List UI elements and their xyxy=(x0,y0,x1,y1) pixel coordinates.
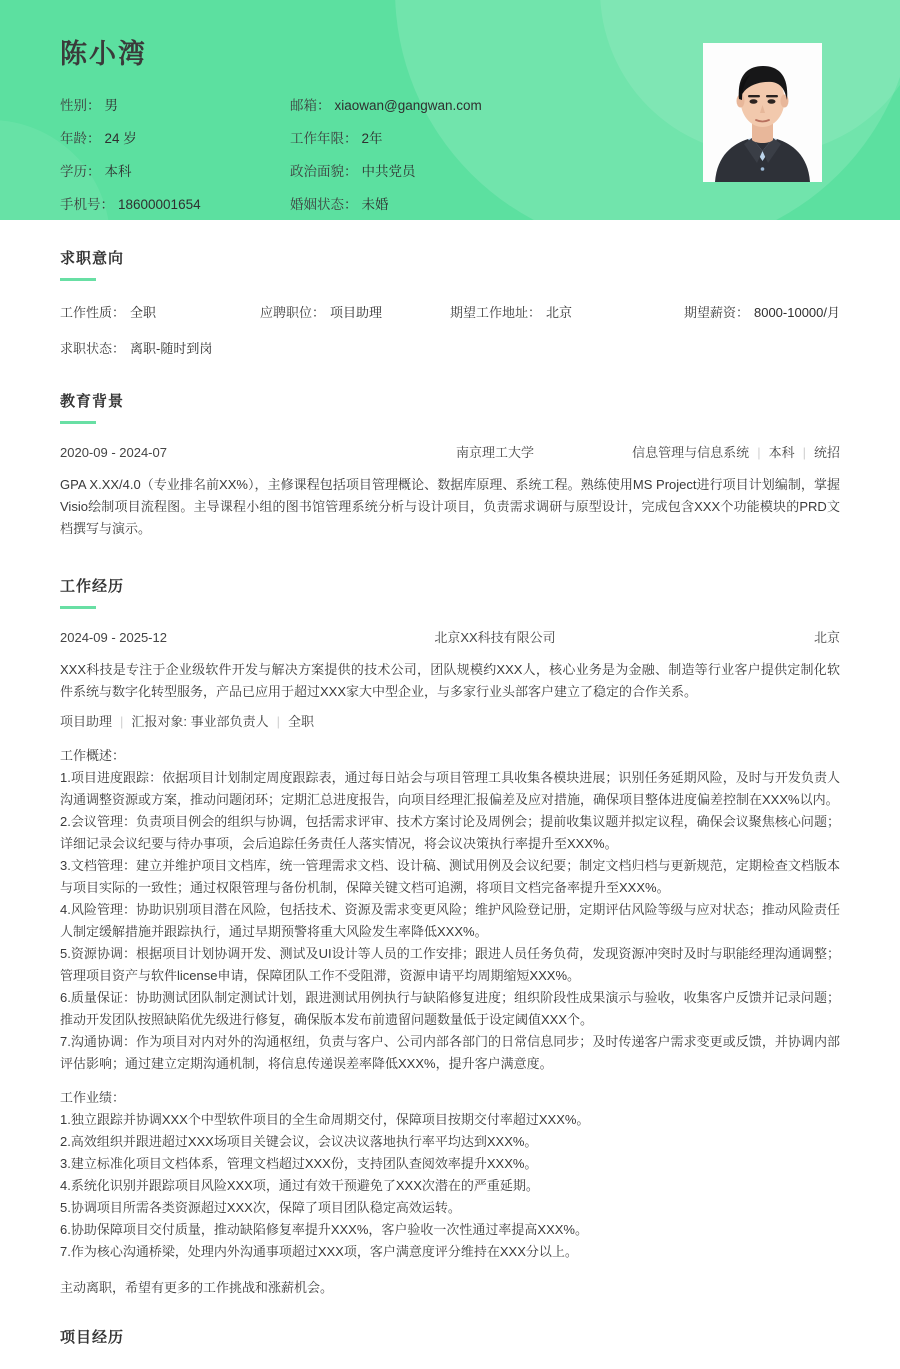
candidate-name: 陈小湾 xyxy=(60,39,147,69)
info-age-label: 年龄： xyxy=(60,131,101,147)
work-closing-note: 主动离职，希望有更多的工作挑战和涨薪机会。 xyxy=(60,1280,334,1295)
job-position-label: 应聘职位： xyxy=(260,305,326,320)
job-nature-label: 工作性质： xyxy=(60,305,126,320)
info-marital-status-label: 婚姻状态： xyxy=(290,197,358,213)
work-position-row xyxy=(60,711,840,733)
education-description: GPA X.XX/4.0（专业排名前XX%），主修课程包括项目管理概论、数据库原理、系统工程。熟练使用MS Project进行项目计划编制，掌握Visio绘制项目流程图。主导课程小组的图书馆管理系统分析与设计项目，负责需求调研与原型设计，完成包含XXX个功能模块的PRD文档撰写与演示。 xyxy=(60,477,840,536)
section-accent-rule xyxy=(60,606,96,609)
info-age xyxy=(60,125,290,153)
education-type: 统招 xyxy=(813,445,840,460)
info-work-years-value: 2年 xyxy=(361,131,383,147)
spacer xyxy=(60,1075,840,1087)
job-status xyxy=(60,335,840,363)
education-meta-row xyxy=(60,442,840,464)
job-position-value: 项目助理 xyxy=(330,305,383,320)
work-meta-row xyxy=(60,627,840,649)
work-position: 项目助理 xyxy=(60,714,113,729)
separator-icon: | xyxy=(276,714,281,729)
work-achievement-item: 2.高效组织并跟进超过XXX场项目关键会议，会议决议落地执行率平均达到XXX%。 xyxy=(60,1134,538,1149)
job-location xyxy=(450,299,680,327)
info-phone-label: 手机号： xyxy=(60,197,114,213)
job-salary-value: 8000-10000/月 xyxy=(753,305,840,320)
info-education-label: 学历： xyxy=(60,164,101,180)
info-political-status-label: 政治面貌： xyxy=(290,164,358,180)
job-salary-label: 期望薪资： xyxy=(683,305,749,320)
info-gender-label: 性别： xyxy=(60,98,101,114)
info-email-label: 邮箱： xyxy=(290,98,331,114)
education-date: 2020-09 - 2024-07 xyxy=(60,445,167,460)
work-achievement-item: 1.独立跟踪并协调XXX个中型软件项目的全生命周期交付，保障项目按期交付率超过XXX%。 xyxy=(60,1112,590,1127)
info-work-years xyxy=(290,125,680,153)
info-email-value: xiaowan@gangwan.com xyxy=(334,98,482,114)
info-political-status xyxy=(290,158,680,186)
work-achievement-label: 工作业绩： xyxy=(60,1090,126,1105)
work-overview-label: 工作概述： xyxy=(60,748,126,763)
section-title-work-experience: 工作经历 xyxy=(60,578,125,595)
job-location-label: 期望工作地址： xyxy=(450,305,542,320)
job-position xyxy=(260,299,450,327)
avatar xyxy=(703,43,822,182)
info-political-status-value: 中共党员 xyxy=(361,164,416,180)
section-title-project-experience: 项目经历 xyxy=(60,1329,125,1346)
work-achievement-item: 7.作为核心沟通桥梁，处理内外沟通事项超过XXX项，客户满意度评分维持在XXX分以上。 xyxy=(60,1244,578,1259)
separator-icon: | xyxy=(120,714,124,729)
work-overview-item: 6.质量保证：协助测试团队制定测试计划，跟进测试用例执行与缺陷修复进度；组织阶段性成果演示与验收，收集客户反馈并记录问题；推动开发团队按照缺陷优先级进行修复，确保版本发布前遗留问题数量低于设定阈值XXX个。 xyxy=(60,990,840,1027)
work-achievement-item: 3.建立标准化项目文档体系，管理文档超过XXX份，支持团队查阅效率提升XXX%。 xyxy=(60,1156,538,1171)
work-overview-item: 3.文档管理：建立并维护项目文档库，统一管理需求文档、设计稿、测试用例及会议纪要；制定文档归档与更新规范，定期检查文档版本与项目实际的一致性；通过权限管理与备份机制，保障关键文档可追溯，将项目文档完备率提升至XXX%。 xyxy=(60,858,840,895)
work-date: 2024-09 - 2025-12 xyxy=(60,630,167,645)
section-title-education: 教育背景 xyxy=(60,393,125,410)
info-work-years-label: 工作年限： xyxy=(290,131,358,147)
job-nature-value: 全职 xyxy=(130,305,157,320)
work-employment-type: 全职 xyxy=(288,714,315,729)
work-report-to: 汇报对象: 事业部负责人 xyxy=(131,714,269,729)
job-status-label: 求职状态： xyxy=(60,341,126,356)
work-achievement-item: 6.协助保障项目交付质量，推动缺陷修复率提升XXX%，客户验收一次性通过率提高XXX%。 xyxy=(60,1222,588,1237)
job-location-value: 北京 xyxy=(546,305,573,320)
education-major: 信息管理与信息系统 xyxy=(632,445,750,460)
info-phone xyxy=(60,191,290,219)
job-intention-row xyxy=(60,299,840,327)
work-company: 北京XX科技有限公司 xyxy=(434,630,556,645)
info-education xyxy=(60,158,290,186)
info-gender xyxy=(60,92,290,120)
education-detail xyxy=(600,442,840,464)
separator-icon: | xyxy=(802,445,806,460)
job-nature xyxy=(60,299,260,327)
info-phone-value: 18600001654 xyxy=(118,197,201,213)
work-achievement-item: 5.协调项目所需各类资源超过XXX次，保障了项目团队稳定高效运转。 xyxy=(60,1200,461,1215)
education-degree: 本科 xyxy=(768,445,795,460)
section-accent-rule xyxy=(60,278,96,281)
info-education-value: 本科 xyxy=(104,164,132,180)
info-age-value: 24 岁 xyxy=(104,131,137,147)
work-city: 北京 xyxy=(813,630,840,645)
work-overview-item: 5.资源协调：根据项目计划协调开发、测试及UI设计等人员的工作安排；跟进人员任务负荷，发现资源冲突时及时与职能经理沟通调整；管理项目资产与软件license申请，保障团队工作不受阻滞，资源申请平均周期缩短XXX%。 xyxy=(60,946,840,983)
spacer xyxy=(60,1349,840,1359)
info-email xyxy=(290,92,680,120)
section-work-experience xyxy=(60,548,840,1299)
resume-body xyxy=(0,220,900,1369)
separator-icon: | xyxy=(757,445,761,460)
section-job-intention xyxy=(60,220,840,363)
work-overview-item: 4.风险管理：协助识别项目潜在风险，包括技术、资源及需求变更风险；维护风险登记册，定期评估风险等级与应对状态；推动风险责任人制定缓解措施并跟踪执行，通过早期预警将重大风险发生率降低XXX%。 xyxy=(60,902,840,939)
avatar-portrait-icon xyxy=(703,43,822,182)
section-education xyxy=(60,363,840,540)
section-project-experience xyxy=(60,1299,840,1349)
section-title-job-intention: 求职意向 xyxy=(60,250,125,267)
work-overview-item: 2.会议管理：负责项目例会的组织与协调，包括需求评审、技术方案讨论及周例会；提前收集议题并拟定议程，确保会议聚焦核心问题；详细记录会议纪要与待办事项，会后追踪任务责任人落实情况，将会议决策执行率提升至XXX%。 xyxy=(60,814,840,851)
work-company-intro: XXX科技是专注于企业级软件开发与解决方案提供的技术公司，团队规模约XXX人，核心业务是为金融、制造等行业客户提供定制化软件系统与数字化转型服务，产品已应用于超过XXX家大中型企业，与多家行业头部客户建立了稳定的合作关系。 xyxy=(60,662,840,699)
work-overview-item: 1.项目进度跟踪：依据项目计划制定周度跟踪表，通过每日站会与项目管理工具收集各模块进展；识别任务延期风险，及时与开发负责人沟通调整资源或方案，推动问题闭环；定期汇总进度报告，向项目经理汇报偏差及应对措施，确保项目整体进度偏差控制在XXX%以内。 xyxy=(60,770,840,807)
education-school: 南京理工大学 xyxy=(455,445,534,460)
resume-header xyxy=(0,0,900,220)
section-accent-rule xyxy=(60,421,96,424)
work-achievement-item: 4.系统化识别并跟踪项目风险XXX项，通过有效干预避免了XXX次潜在的严重延期。 xyxy=(60,1178,539,1193)
work-overview-item: 7.沟通协调：作为项目对内对外的沟通枢纽，负责与客户、公司内部各部门的日常信息同步；及时传递客户需求变更或反馈，并协调内部评估影响；通过建立定期沟通机制，将信息传递误差率降低XXX%，提升客户满意度。 xyxy=(60,1034,840,1071)
job-salary xyxy=(680,299,840,327)
job-status-value: 离职-随时到岗 xyxy=(130,341,213,356)
info-marital-status xyxy=(290,191,680,219)
personal-info-grid xyxy=(60,92,680,219)
info-marital-status-value: 未婚 xyxy=(361,197,389,213)
info-gender-value: 男 xyxy=(104,98,118,114)
